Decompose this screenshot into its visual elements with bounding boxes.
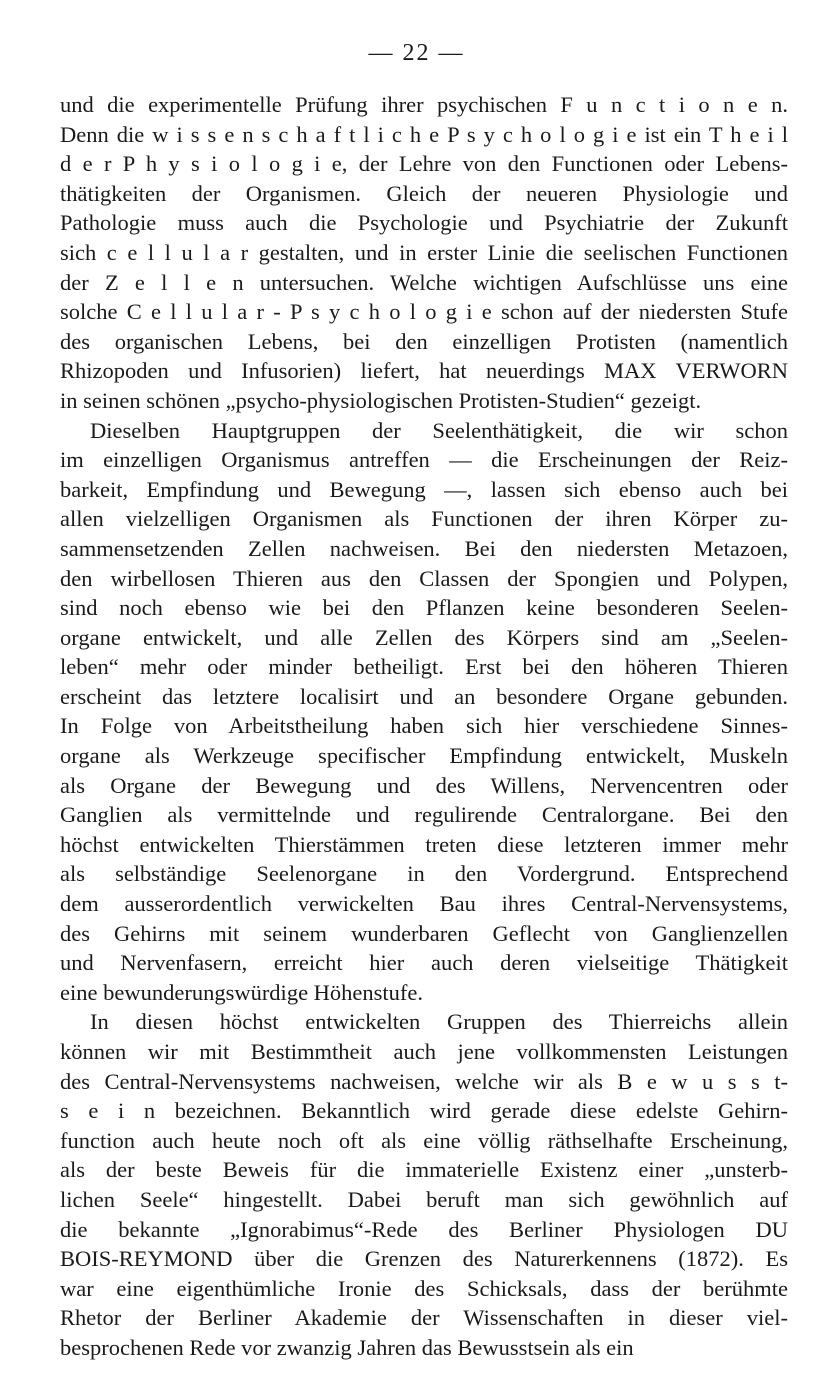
- text-line: höchst entwickelten Thierstämmen treten diese letzteren immer mehr: [60, 831, 788, 857]
- text-line: und die experimentelle Prüfung ihrer psychischen F u n c t i o n e n.: [60, 92, 788, 117]
- text-line: Ganglien als vermittelnde und regulirende Centralorgane. Bei den: [60, 802, 788, 828]
- text-line: organe als Werkzeuge specifischer Empfindung entwickelt, Muskeln: [60, 743, 788, 769]
- text-line: als der beste Beweis für die immaterielle Existenz einer „unsterb-: [60, 1157, 788, 1183]
- paragraph: [60, 1007, 788, 1362]
- text-line: d e r P h y s i o l o g i e, der Lehre von den Functionen oder Lebens-: [60, 151, 788, 177]
- text-line: war eine eigenthümliche Ironie des Schicksals, dass der berühmte: [60, 1275, 788, 1301]
- page-number: — 22 —: [368, 40, 465, 66]
- text-line: sammensetzenden Zellen nachweisen. Bei den niedersten Metazoen,: [60, 535, 788, 561]
- text-line: organe entwickelt, und alle Zellen des Körpers sind am „Seelen-: [60, 624, 788, 650]
- text-line: des organischen Lebens, bei den einzelligen Protisten (namentlich: [60, 328, 788, 354]
- paragraph: [60, 416, 788, 1008]
- text-line: Rhetor der Berliner Akademie der Wissenschaften in dieser viel-: [60, 1305, 788, 1331]
- text-line: In Folge von Arbeitstheilung haben sich hier verschiedene Sinnes-: [60, 713, 788, 739]
- text-line: allen vielzelligen Organismen als Functionen der ihren Körper zu-: [60, 506, 788, 532]
- text-line: sind noch ebenso wie bei den Pflanzen keine besonderen Seelen-: [60, 595, 788, 621]
- text-line: eine bewunderungswürdige Höhenstufe.: [60, 979, 424, 1005]
- text-line: Rhizopoden und Infusorien) liefert, hat neuerdings MAX VERWORN: [60, 358, 788, 384]
- text-line: sich c e l l u l a r gestalten, und in erster Linie die seelischen Functionen: [60, 239, 788, 265]
- text-line: Denn die w i s s e n s c h a f t l i c h e P s y c h o l o g i e ist ein T h e i l: [60, 121, 788, 147]
- text-line: und Nervenfasern, erreicht hier auch deren vielseitige Thätigkeit: [60, 950, 788, 976]
- text-line: als Organe der Bewegung und des Willens, Nervencentren oder: [60, 772, 788, 798]
- text-line: die bekannte „Ignorabimus“-Rede des Berliner Physiologen DU: [60, 1216, 788, 1242]
- text-line: dem ausserordentlich verwickelten Bau ihres Central-Nervensystems,: [60, 891, 788, 917]
- text-line: erscheint das letztere localisirt und an besondere Organe gebunden.: [60, 683, 788, 709]
- text-line: den wirbellosen Thieren aus den Classen der Spongien und Polypen,: [60, 565, 788, 591]
- text-line: lichen Seele“ hingestellt. Dabei beruft man sich gewöhnlich auf: [60, 1186, 788, 1212]
- text-line: können wir mit Bestimmtheit auch jene vollkommensten Leistungen: [60, 1039, 788, 1064]
- text-line: barkeit, Empfindung und Bewegung —, lassen sich ebenso auch bei: [60, 476, 788, 502]
- body-text: [60, 90, 788, 1363]
- text-line: des Gehirns mit seinem wunderbaren Geflecht von Ganglienzellen: [60, 920, 788, 946]
- text-line: thätigkeiten der Organismen. Gleich der neueren Physiologie und: [60, 180, 788, 206]
- text-line: In diesen höchst entwickelten Gruppen des Thierreichs allein: [90, 1009, 788, 1035]
- text-line: der Z e l l e n untersuchen. Welche wichtigen Aufschlüsse uns eine: [60, 269, 788, 295]
- text-line: function auch heute noch oft als eine völlig räthselhafte Erscheinung,: [60, 1127, 788, 1153]
- text-line: des Central-Nervensystems nachweisen, welche wir als B e w u s s t-: [60, 1068, 788, 1094]
- text-line: in seinen schönen „psycho-physiologischen Protisten-Studien“ gezeigt.: [60, 387, 702, 413]
- text-line: solche C e l l u l a r - P s y c h o l o g i e schon auf der niedersten Stufe: [60, 299, 788, 325]
- text-line: im einzelligen Organismus antreffen — die Erscheinungen der Reiz-: [60, 447, 788, 473]
- text-line: besprochenen Rede vor zwanzig Jahren das Bewusstsein als ein: [60, 1334, 634, 1360]
- text-line: s e i n bezeichnen. Bekanntlich wird gerade diese edelste Gehirn-: [60, 1098, 788, 1124]
- text-line: als selbständige Seelenorgane in den Vordergrund. Entsprechend: [60, 861, 788, 887]
- text-line: Pathologie muss auch die Psychologie und Psychiatrie der Zukunft: [60, 210, 788, 236]
- paragraph: [60, 90, 788, 416]
- text-line: BOIS-REYMOND über die Grenzen des Naturerkennens (1872). Es: [60, 1246, 788, 1272]
- text-line: leben“ mehr oder minder betheiligt. Erst bei den höheren Thieren: [60, 654, 788, 680]
- text-line: Dieselben Hauptgruppen der Seelenthätigkeit, die wir schon: [90, 417, 788, 443]
